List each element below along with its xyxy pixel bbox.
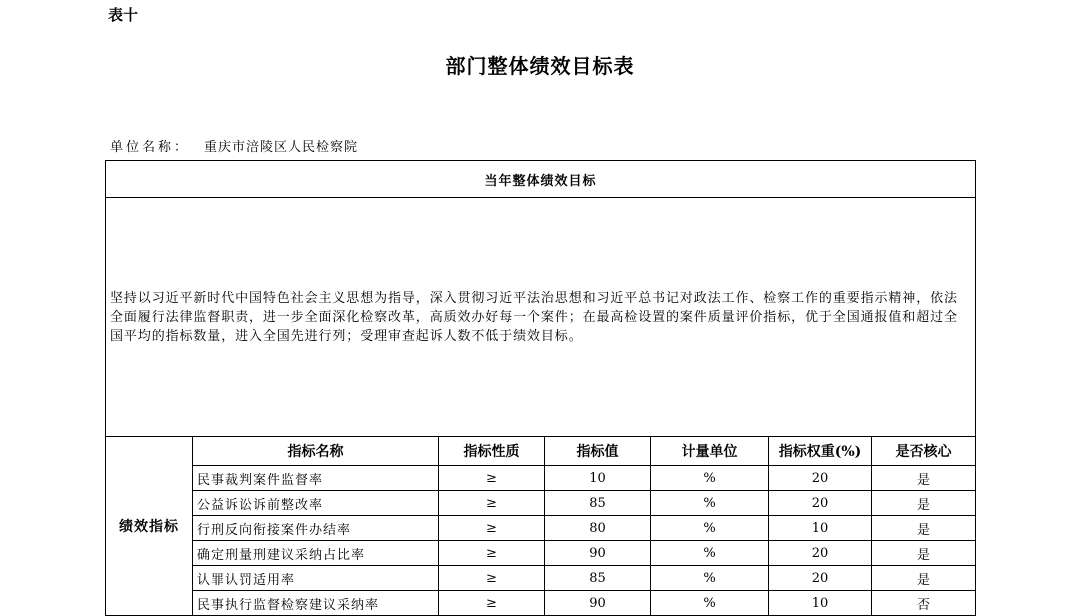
indicator-name-cell: 行刑反向衔接案件办结率 [193, 516, 439, 541]
table-cell: % [651, 566, 769, 591]
performance-table [105, 160, 976, 616]
table-cell: % [651, 516, 769, 541]
annual-goal-heading: 当年整体绩效目标 [106, 161, 976, 198]
table-cell: 10 [769, 591, 872, 616]
indicator-name-cell: 民事裁判案件监督率 [193, 466, 439, 491]
table-cell: 20 [769, 466, 872, 491]
indicator-name-cell: 确定刑量刑建议采纳占比率 [193, 541, 439, 566]
indicator-header-row [106, 437, 976, 466]
table-cell: 20 [769, 566, 872, 591]
document-title: 部门整体绩效目标表 [445, 54, 635, 78]
table-cell: 10 [545, 466, 651, 491]
column-header: 指标性质 [439, 437, 545, 466]
table-row [106, 516, 976, 541]
table-row [106, 566, 976, 591]
table-cell: ≥ [439, 541, 545, 566]
table-cell: 90 [545, 591, 651, 616]
table-cell: 否 [872, 591, 976, 616]
table-row [106, 541, 976, 566]
table-row [106, 491, 976, 516]
table-cell: 是 [872, 491, 976, 516]
column-header: 指标权重(%) [769, 437, 872, 466]
table-cell: ≥ [439, 566, 545, 591]
column-header: 是否核心 [872, 437, 976, 466]
unit-line [110, 136, 358, 155]
table-cell: % [651, 466, 769, 491]
unit-name: 重庆市涪陵区人民检察院 [204, 140, 359, 155]
table-cell: 是 [872, 516, 976, 541]
table-cell: 是 [872, 541, 976, 566]
indicator-name-cell: 认罪认罚适用率 [193, 566, 439, 591]
table-cell: 是 [872, 466, 976, 491]
table-cell: 是 [872, 566, 976, 591]
unit-label: 单位名称： [110, 140, 191, 155]
column-header: 计量单位 [651, 437, 769, 466]
table-cell: 80 [545, 516, 651, 541]
table-cell: 85 [545, 566, 651, 591]
table-cell: ≥ [439, 516, 545, 541]
table-row [106, 591, 976, 616]
column-header: 指标名称 [193, 437, 439, 466]
indicator-name-cell: 民事执行监督检察建议采纳率 [193, 591, 439, 616]
table-cell: % [651, 591, 769, 616]
table-cell: 85 [545, 491, 651, 516]
table-cell: 20 [769, 491, 872, 516]
indicator-group-label: 绩效指标 [106, 437, 193, 616]
table-row [106, 466, 976, 491]
indicator-name-cell: 公益诉讼诉前整改率 [193, 491, 439, 516]
table-cell: 10 [769, 516, 872, 541]
table-cell: 90 [545, 541, 651, 566]
annual-goal-text: 坚持以习近平新时代中国特色社会主义思想为指导，深入贯彻习近平法治思想和习近平总书记对政法工作、检察工作的重要指示精神，依法全面履行法律监督职责，进一步全面深化检察改革，高质效办好每一个案件；在最高检设置的案件质量评价指标，优于全国通报值和超过全国平均的指标数量，进入全国先进行列；受理审查起诉人数不低于绩效目标。 [106, 198, 976, 437]
table-cell: ≥ [439, 591, 545, 616]
table-cell: % [651, 541, 769, 566]
table-cell: 20 [769, 541, 872, 566]
table-cell: % [651, 491, 769, 516]
table-cell: ≥ [439, 466, 545, 491]
table-cell: ≥ [439, 491, 545, 516]
column-header: 指标值 [545, 437, 651, 466]
table-number: 表十 [108, 6, 139, 24]
